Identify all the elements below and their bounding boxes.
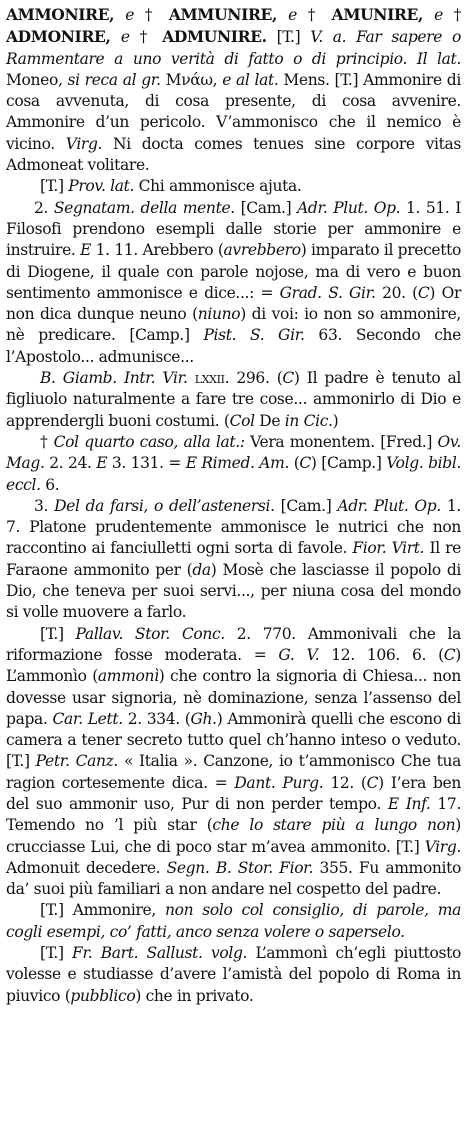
body-text: 2. 770. Ammonivali che la riformazione fosse moderata. = [6,624,461,664]
body-text: ) [Camp.] [310,454,387,473]
italic-text: Petr. Canz. [35,752,119,771]
italic-text: Prov. lat. [68,177,135,196]
entry-paragraph-5 [6,432,461,496]
body-text: [T.] Ammonire, [40,901,165,920]
italic-text: Volg. bibl. eccl. [6,454,462,494]
headword-text: AMUNIRE, [331,5,435,24]
body-text: L’ammonì ch’egli piuttosto volesse e studiasse d’avere l’amistà del popolo di Roma in piuvico ( [6,944,461,1005]
italic-text: e [120,28,130,47]
body-text: [Cam.] [234,198,298,217]
body-text: [T.] [40,177,69,196]
italic-text: Fior. Virt. [352,539,425,558]
body-text: ) Mosè che lasciasse il popolo di Dio, che teneva per suoi servi..., per niuna cosa del mondo si volle muovere a farlo. [6,560,461,622]
body-text: Chi ammonisce ajuta. [134,177,302,196]
headword-text: ADMUNIRE. [162,27,267,47]
body-text: ) di voi: io non so ammonire, nè predicare. [Camp.] [6,305,461,345]
headword-text: ADMONIRE, [6,27,121,47]
body-text: Mνάω, [160,70,223,89]
body-text: 2. [34,198,54,217]
italic-text: Segn. B. Stor. Fior. [166,858,314,877]
entry-paragraph-6 [6,496,461,624]
body-text: [T.] [40,944,73,963]
italic-text: avrebbero [223,241,301,260]
body-text: Mens. [T.] Ammonire di cosa avvenuta, di cosa presente, di cosa avvenire. Ammonire d’un pericolo. V’ammonisco che il nemico è vicino. [6,70,461,153]
body-text: Ni docta comes tenues sine corpore vitas Admoneat volitare. [6,134,462,175]
italic-text: Del da farsi, o dell’astenersi. [54,496,275,515]
body-text: † [296,6,332,24]
italic-text: C [443,645,456,664]
italic-text: E Rimed. Am. [185,454,290,473]
body-text: ) I’era ben del suo ammonir uso, Pur di non perder tempo. [6,773,461,813]
body-text: 1. 11. Arebbero ( [91,241,224,260]
italic-text: Col quarto caso, alla lat.: [53,432,245,451]
italic-text: C [366,773,379,792]
body-text: ) Ammonirà quelli che escono di camera a tener secreto tutto quel ch’hanno inteso o veduto. [T.] [6,709,461,771]
italic-text: V. a. Far sapere o Rammentare a uno verità di fatto o di principio. Il lat. [6,28,461,68]
body-text: [T.] [266,28,311,47]
italic-text: niuno [197,305,241,324]
body-text: † [134,6,169,24]
body-text: † [129,28,163,47]
body-text: 12. ( [323,773,367,792]
italic-text: E [96,454,108,473]
italic-text: Fr. Bart. Sallust. volg. [72,944,248,963]
body-text: 3. [34,496,55,515]
italic-text: non solo col consiglio, di parole, ma cogli esempi, co’ fatti, anco senza volere o saperselo. [6,901,461,941]
entry-paragraph-8 [6,900,461,943]
body-text: ) [332,411,339,430]
headword-text: AMMONIRE, [6,5,126,24]
italic-text: Grad. S. Gir. [279,283,376,302]
body-text: 2. 24. [44,454,97,473]
body-text: ) crucciasse Lui, che di poco star m’avea ammonito. [T.] [6,816,461,856]
italic-text: ammonì [97,667,159,686]
italic-text: Segnatam. della mente. [53,198,235,217]
italic-text: C [282,369,294,388]
italic-text: e [125,6,135,24]
body-text: 12. 106. 6. ( [319,645,444,664]
entry-paragraph-4 [6,368,461,432]
body-text: 3. 131. = [107,454,186,473]
body-text: ) che in privato. [135,986,254,1005]
body-text: 17. Temendo no ’l più star ( [6,794,461,835]
italic-text: E Inf. [387,794,431,813]
body-text: 1. 51. I Filosofi prendono esempli dalle storie per ammonire e instruire. [6,198,461,260]
italic-text: Adr. Plut. Op. [297,198,401,217]
italic-text: e [434,6,443,24]
body-text: [T.] [40,624,76,643]
italic-text: Dant. Purg. [234,773,324,792]
body-text: † [442,6,461,24]
body-text: ) che contro la signoria di Chiesa... non dovesse usar signoria, nè dominazione, senza l’assenso del papa. [6,667,461,728]
headword-text: AMMUNIRE, [168,5,289,24]
italic-text: in Cic. [284,411,333,430]
body-text: 6. [40,475,60,494]
body-text: 1. 7. Platone prudentemente ammonisce le nutrici che non raccontino ai fanciulletti ogni sorta di favole. [6,496,461,558]
body-text: Vera monentem. [Fred.] [244,432,438,451]
entry-paragraph-3 [6,198,461,368]
body-text: « Italia ». Canzone, io t’ammonisco Che tua ragion cortesemente dica. = [6,752,461,792]
entry-paragraph-7 [6,624,461,901]
italic-text: Pallav. Stor. Conc. [75,624,225,643]
italic-text: Gh. [190,709,217,728]
body-text: [Cam.] [274,496,338,515]
body-text: ) L’ammonìo ( [6,645,461,686]
italic-text: pubblico [70,986,136,1005]
italic-text: Col [229,411,255,430]
italic-text: Adr. Plut. Op. [337,496,441,515]
body-text: Moneo, [6,70,68,89]
italic-text: B. Giamb. Intr. Vir. [40,369,188,388]
smallcaps-text: lxxii [187,369,225,388]
body-text: . 296. ( [224,369,283,388]
italic-text: che lo stare più a lungo non [212,816,456,835]
italic-text: Car. Lett. [52,709,123,728]
dictionary-entry-ammonire [6,4,461,1007]
italic-text: E [80,241,92,260]
body-text: 355. Fu ammonito da’ suoi più familiari a non andare nel cospetto del padre. [6,858,461,899]
body-text: 20. ( [375,283,418,302]
italic-text: e al lat. [222,70,279,89]
italic-text: e [288,6,297,24]
body-text: 2. 334. ( [122,709,191,728]
italic-text: Virg. [424,837,461,856]
body-text: ) imparato il precetto di Diogene, il quale con parole nojose, ma di vero e buon sentimento ammonisce e dice...: = [6,241,461,302]
italic-text: C [299,454,311,473]
italic-text: G. V. [278,645,320,664]
body-text: ) Il padre è tenuto al figliuolo naturalmente a fare tre cose... ammonirlo di Dio e apprendergli buoni costumi. ( [6,369,461,430]
italic-text: si reca al gr. [67,70,161,89]
italic-text: da [192,560,211,579]
italic-text: Virg. [65,134,103,153]
body-text: Admonuit decedere. [6,858,167,877]
body-text: † [40,432,54,451]
italic-text: Pist. S. Gir. [203,326,305,345]
italic-text: Ov. Mag. [6,432,461,473]
italic-text: C [417,283,430,302]
entry-paragraph-9 [6,943,461,1007]
body-text: ) Or non dica dunque neuno ( [6,283,462,324]
body-text: Il re Faraone ammonito per ( [6,539,461,579]
body-text: De [254,411,285,430]
entry-paragraph-2 [6,176,461,197]
body-text: ( [289,454,300,473]
body-text: 63. Secondo che l’Apostolo... admunisce... [6,326,461,366]
entry-paragraph-1 [6,4,461,176]
